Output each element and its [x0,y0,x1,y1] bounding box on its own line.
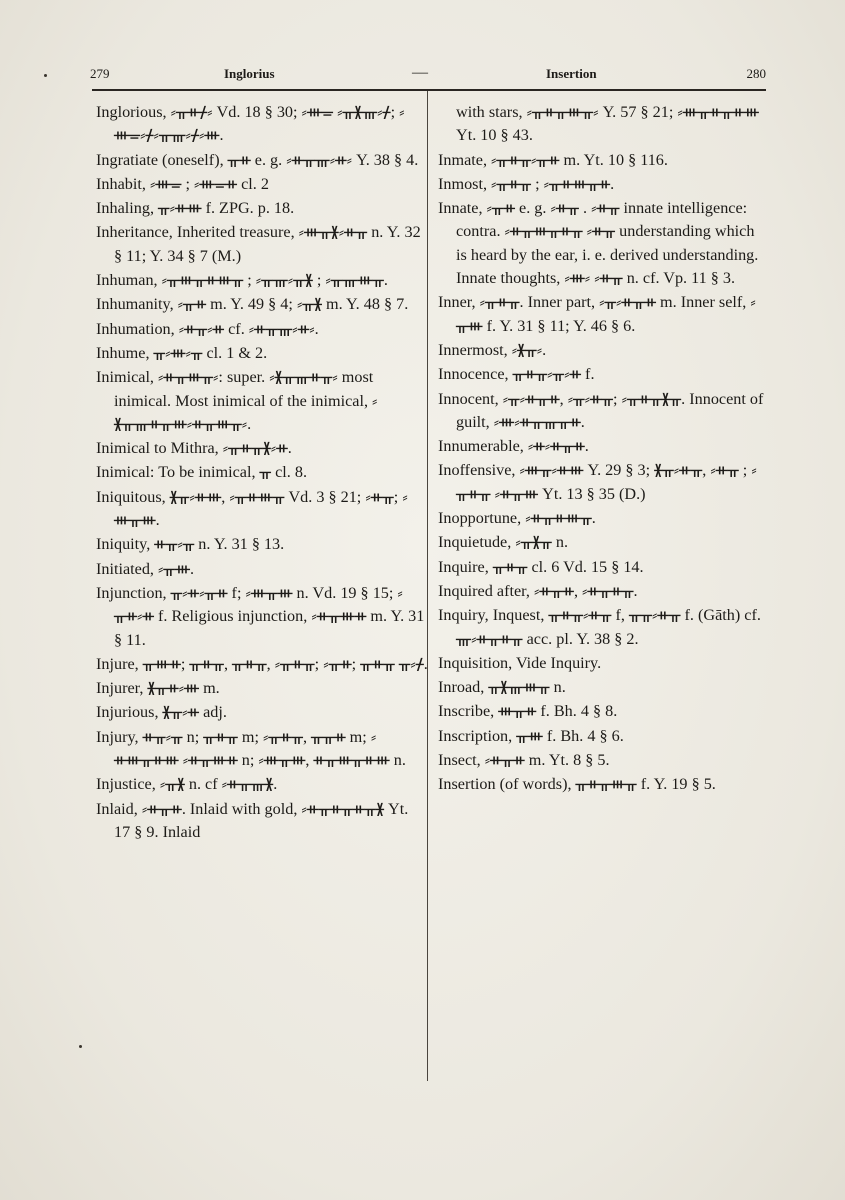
dictionary-entry: Innocent, ⸗ᚂ⸗ᚑᚂᚑ, ⸗ᚂ⸗ᚑᚂ; ⸗ᚂᚑᚂᚕᚂ. Innocent of guilt, ⸗ᚒ⸗ᚑᚂᚃᚂᚑ. [438,389,764,431]
dictionary-entry: Innocence, ᚂᚑᚂ⸗ᚂ⸗ᚑ f. [438,365,595,384]
dictionary-entry: Inscription, ᚂᚒ f. Bh. 4 § 6. [438,726,624,745]
right-page-number: 280 [746,66,766,81]
dictionary-entry: Innate, ⸗ᚂᚑ e. g. ⸗ᚑᚂ . ⸗ᚑᚂ innate intelligence: contra. ⸗ᚑᚂᚒᚂᚑᚂ ⸗ᚑᚂ understanding which is heard by the ear, i. e. derived understanding. Innate thoughts, ⸗ᚒ⸗ ⸗ᚑᚂ n. cf. Vp. 11 § 3. [438,199,759,288]
dictionary-entry: Inhumation, ⸗ᚑᚂ⸗ᚑ cf. ⸗ᚑᚂᚃ⸗ᚑ⸗. [96,319,319,338]
dictionary-entry: Injunction, ᚂ⸗ᚑ⸗ᚂᚑ f; ⸗ᚒᚂᚒ n. Vd. 19 § 15; ⸗ᚂᚑ⸗ᚑ f. Religious injunction, ⸗ᚑᚂᚒᚑ m. Y. 31 § 11. [96,583,425,649]
dictionary-entry: Inimical to Mithra, ⸗ᚂᚑᚂᚕ⸗ᚑ. [96,439,292,458]
dictionary-entry: Initiated, ⸗ᚂᚒ. [96,559,195,578]
dictionary-entry: with stars, ⸗ᚂᚑᚂᚒᚂ⸗ Y. 57 § 21; ⸗ᚒᚂᚑᚂᚑᚒ Yt. 10 § 43. [456,103,759,145]
dictionary-entry: Innermost, ⸗ᚕᚂ⸗. [438,340,547,359]
dictionary-entry: Inscribe, ᚒᚂᚑ f. Bh. 4 § 8. [438,702,618,721]
left-guide-word: Inglorius [224,66,275,81]
dictionary-entry: Inmost, ⸗ᚂᚑᚂ ; ⸗ᚂᚑᚒᚂᚑ. [438,174,615,193]
running-header [86,66,766,88]
margin-dot [44,74,47,77]
dictionary-entry: Injurious, ᚕᚂ⸗ᚑ adj. [96,703,227,722]
dictionary-entry: Inquire, ᚂᚑᚂ cl. 6 Vd. 15 § 14. [438,557,644,576]
dictionary-entry: Inoffensive, ⸗ᚒᚂ⸗ᚑᚒ Y. 29 § 3; ᚕᚂ⸗ᚑᚂ, ⸗ᚑᚂ ; ⸗ᚂᚑᚂ ⸗ᚑᚂᚒ Yt. 13 § 35 (D.) [438,461,757,503]
header-dash: — [412,64,428,81]
dictionary-entry: Injurer, ᚕᚂᚑ⸗ᚒ m. [96,679,220,698]
header-rule [92,89,766,91]
dictionary-entry: Inopportune, ⸗ᚑᚂᚑᚒᚂ. [438,509,596,528]
dictionary-entry: Iniquity, ᚑᚂ⸗ᚂ n. Y. 31 § 13. [96,535,285,554]
dictionary-entry: Inquired after, ⸗ᚑᚂᚑ, ⸗ᚑᚂᚑᚂ. [438,581,638,600]
right-guide-word: Insertion [546,66,597,81]
dictionary-entry: Inhuman, ⸗ᚂᚒᚂᚑᚒᚂ ; ⸗ᚂᚃ⸗ᚂᚕ ; ⸗ᚂᚃᚒᚂ. [96,271,388,290]
dictionary-entry: Inhume, ᚂ⸗ᚒ⸗ᚂ cl. 1 & 2. [96,343,268,362]
dictionary-entry: Inner, ⸗ᚂᚑᚂ. Inner part, ⸗ᚂ⸗ᚑᚂᚑ m. Inner self, ⸗ᚂᚒ f. Y. 31 § 11; Y. 46 § 6. [438,293,756,335]
dictionary-entry: Inhabit, ⸗ᚒᚚ ; ⸗ᚒᚚᚑ cl. 2 [96,174,269,193]
dictionary-entry: Insect, ⸗ᚑᚂᚑ m. Yt. 8 § 5. [438,751,610,770]
dictionary-entry: Insertion (of words), ᚂᚑᚂᚒᚂ f. Y. 19 § 5. [438,775,716,794]
margin-dot [79,1045,82,1048]
dictionary-entry: Inimical, ⸗ᚑᚂᚒᚂ⸗: super. ⸗ᚕᚂᚃᚑᚂ⸗ most inimical. Most inimical of the inimical, ⸗ᚕᚂᚃᚑᚂᚒ⸗ᚑᚂᚒᚂ⸗. [96,368,378,433]
dictionary-entry: Inlaid, ⸗ᚑᚂᚑ. Inlaid with gold, ⸗ᚑᚂᚑᚂᚑᚂᚕ Yt. 17 § 9. Inlaid [96,799,409,841]
dictionary-entry: Inquiry, Inquest, ᚂᚑᚂ⸗ᚑᚂ f, ᚂᚂ⸗ᚑᚂ f. (Gāth) cf. ᚃ⸗ᚑᚂᚑᚂ acc. pl. Y. 38 § 2. [438,606,761,648]
dictionary-entry: Inmate, ⸗ᚂᚑᚂ⸗ᚂᚑ m. Yt. 10 § 116. [438,150,668,169]
right-column [438,101,768,798]
dictionary-entry: Inheritance, Inherited treasure, ⸗ᚒᚂᚕ⸗ᚑᚂ n. Y. 32 § 11; Y. 34 § 7 (M.) [96,223,421,265]
left-column [96,101,428,845]
dictionary-entry: Inquisition, Vide Inquiry. [438,653,602,672]
dictionary-entry: Injury, ᚑᚂ⸗ᚂ n; ᚂᚑᚂ m; ⸗ᚂᚑᚂ, ᚂᚂᚑ m; ⸗ᚑᚒᚂᚑᚒ ⸗ᚑᚂᚒᚑ n; ⸗ᚒᚂᚒ, ᚑᚂᚒᚂᚑᚒ n. [96,727,406,770]
dictionary-entry: Inhaling, ᚂ⸗ᚑᚒ f. ZPG. p. 18. [96,199,295,218]
dictionary-entry: Ingratiate (oneself), ᚂᚑ e. g. ⸗ᚑᚂᚃ⸗ᚑ⸗ Y. 38 § 4. [96,150,419,169]
dictionary-entry: Inquietude, ⸗ᚂᚕᚂ n. [438,533,569,552]
dictionary-entry: Inhumanity, ⸗ᚂᚑ m. Y. 49 § 4; ⸗ᚂᚕ m. Y. 48 § 7. [96,295,409,314]
dictionary-entry: Inroad, ᚂᚕᚃᚒᚂ n. [438,678,566,697]
dictionary-entry: Injure, ᚂᚒᚑ; ᚂᚑᚂ, ᚂᚑᚂ, ⸗ᚂᚑᚂ; ⸗ᚂᚑ; ᚂᚑᚂ ᚂ⸗ᚋ. [96,654,428,673]
dictionary-entry: Injustice, ⸗ᚂᚕ n. cf ⸗ᚑᚂᚃᚕ. [96,775,278,794]
dictionary-entry: Iniquitous, ᚕᚂ⸗ᚑᚒ, ⸗ᚂᚑᚒᚂ Vd. 3 § 21; ⸗ᚑᚂ; ⸗ᚒᚂᚒ. [96,487,408,530]
dictionary-entry: Innumerable, ⸗ᚑ⸗ᚑᚂᚑ. [438,437,589,456]
dictionary-entry: Inglorious, ⸗ᚂᚑᚋ⸗ Vd. 18 § 30; ⸗ᚒᚚ ⸗ᚂᚕᚃ⸗ᚋ; ⸗ᚒᚚ⸗ᚋ⸗ᚂᚃ⸗ᚋ⸗ᚒ. [96,103,405,145]
dictionary-entry: Inimical: To be inimical, ᚂ cl. 8. [96,463,308,482]
left-page-number: 279 [90,66,110,81]
